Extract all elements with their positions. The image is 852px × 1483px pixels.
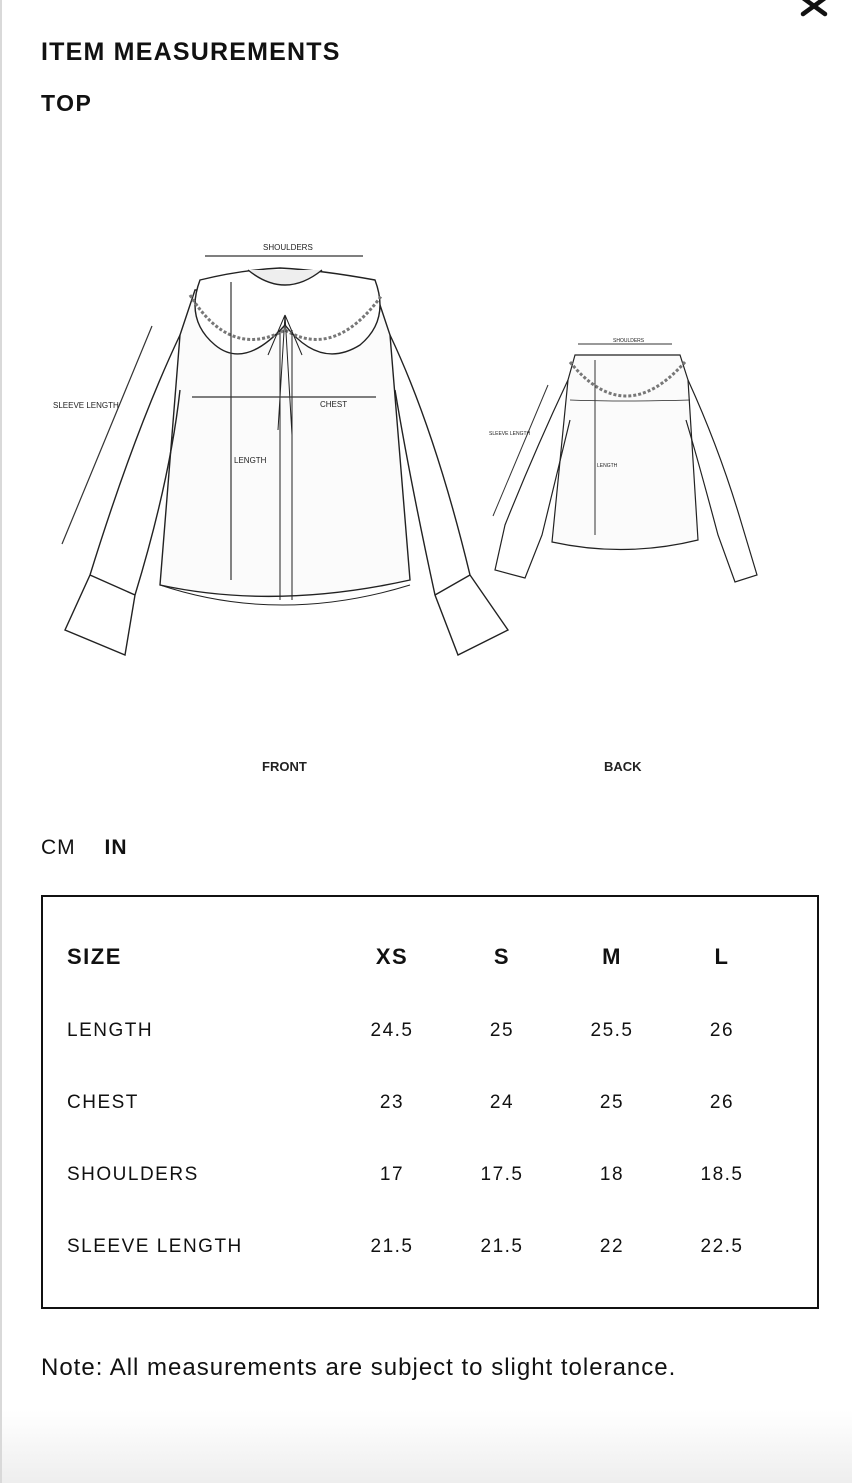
cell-value: 18: [599, 1164, 625, 1185]
back-sleeve-label: SLEEVE LENGTH: [489, 431, 531, 437]
front-caption: FRONT: [262, 759, 307, 774]
front-chest-label: CHEST: [320, 400, 348, 409]
row-label: CHEST: [67, 1092, 139, 1113]
back-length-label: LENGTH: [597, 463, 618, 469]
front-length-label: LENGTH: [234, 456, 267, 465]
size-table-container: [41, 895, 819, 1309]
cell-value: 21.5: [480, 1236, 524, 1257]
bottom-fade: [2, 1410, 852, 1483]
table-header-row: [67, 919, 777, 995]
close-button[interactable]: [796, 0, 832, 22]
table-row: [67, 995, 777, 1067]
cell-value: 21.5: [370, 1236, 414, 1257]
header-l: L: [714, 944, 730, 969]
left-border: [0, 0, 2, 1483]
cell-value: 17.5: [480, 1164, 524, 1185]
cell-value: 24: [489, 1092, 515, 1113]
header-xs: XS: [375, 944, 409, 969]
cell-value: 26: [709, 1092, 735, 1113]
section-title: TOP: [41, 90, 93, 116]
table-row: [67, 1211, 777, 1283]
front-sleeve-label: SLEEVE LENGTH: [53, 401, 119, 410]
cell-value: 24.5: [370, 1020, 414, 1041]
cell-value: 25: [599, 1092, 625, 1113]
front-shoulders-label: SHOULDERS: [263, 243, 313, 252]
cell-value: 26: [709, 1020, 735, 1041]
cell-value: 22: [599, 1236, 625, 1257]
header-s: S: [493, 944, 511, 969]
unit-option-in[interactable]: IN: [104, 836, 128, 859]
back-caption: BACK: [604, 759, 642, 774]
cell-value: 22.5: [700, 1236, 744, 1257]
cell-value: 25: [489, 1020, 515, 1041]
row-label: SLEEVE LENGTH: [67, 1236, 243, 1257]
measurement-diagram: [30, 130, 820, 820]
back-shoulders-label: SHOULDERS: [613, 338, 645, 344]
unit-toggle: [41, 836, 150, 860]
cell-value: 18.5: [700, 1164, 744, 1185]
page-title: ITEM MEASUREMENTS: [41, 38, 341, 66]
header-size: SIZE: [67, 944, 122, 969]
cell-value: 23: [379, 1092, 405, 1113]
row-label: LENGTH: [67, 1020, 154, 1041]
tolerance-note: Note: All measurements are subject to slight tolerance.: [41, 1354, 677, 1381]
header-m: M: [602, 944, 622, 969]
close-icon: [796, 0, 832, 22]
unit-option-cm[interactable]: CM: [41, 836, 76, 859]
cell-value: 17: [379, 1164, 405, 1185]
table-row: [67, 1139, 777, 1211]
size-table: [67, 919, 777, 1283]
cell-value: 25.5: [590, 1020, 634, 1041]
row-label: SHOULDERS: [67, 1164, 199, 1185]
table-row: [67, 1067, 777, 1139]
